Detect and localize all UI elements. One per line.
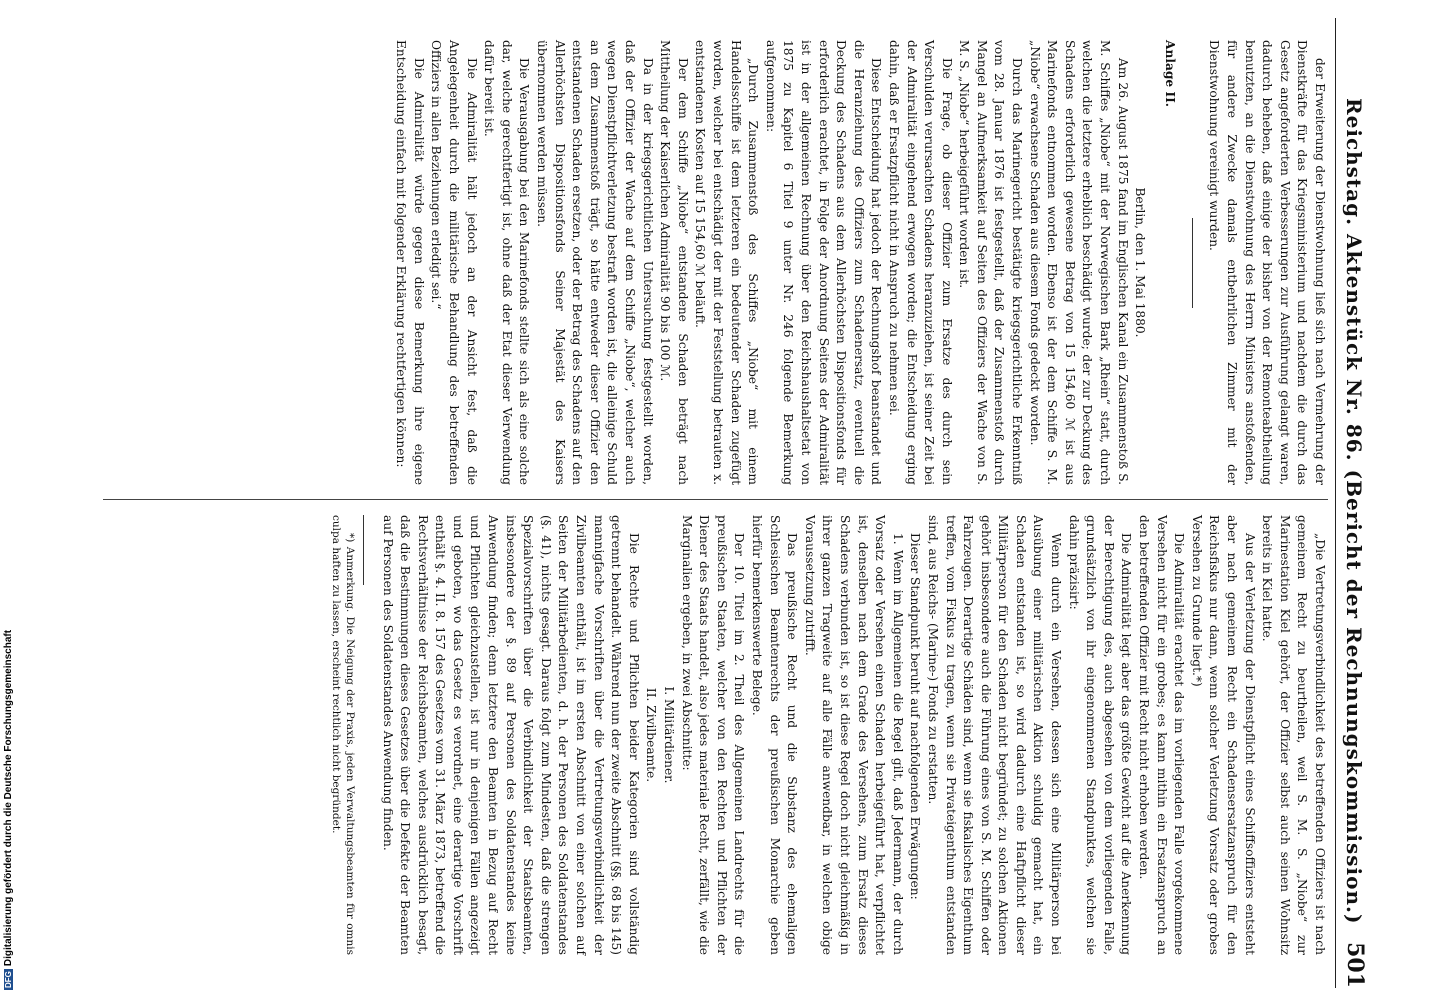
paragraph: Die Admiralität erachtet das im vorliegenden Falle vorgekommene Versehen nicht für ein grobes; es kann mithin ein Ersatzanspruch an den betreffenden Offizier mit Recht nicht erhoben werden. (1137, 515, 1187, 955)
paragraph: Die Frage, ob dieser Offizier zum Ersatze des durch sein Verschulden verursachten Schadens heranzuziehen, ist seiner Zeit bei der Admiralität eingehend erwogen worden; die Entscheidung erging dahin, daß er Ersatzpflicht nicht in Anspruch zu nehmen sei. (886, 40, 954, 485)
footnote: *) Anmerkung. Die Neigung der Praxis, jeden Verwaltungsbeamten für omnis culpa haften zu lassen, erscheint rechtlich nicht begründet. (329, 515, 356, 955)
paragraph: Der 10. Titel im 2. Theil des Allgemeinen Landrechts für die preußischen Staaten, welcher von den Rechten und Pflichten der Diener des Staats handelt, also jedes materiale Recht, zerfällt, wie die Marginalien ergeben, in zwei Abschnitte: (679, 515, 747, 955)
header-title: Reichstag. Aktenstück Nr. 86. (Bericht der Rechnungskommission.) (1342, 98, 1366, 925)
dfg-logo: DFG (4, 971, 13, 988)
right-column (329, 515, 1328, 955)
paragraph: der Erweiterung der Dienstwohnung ließ sich nach Vermehrung der Dienstkräfte für das Kriegsministerium und nachdem die durch das Gesetz angeforderten Verbesserungen zur Ausführung gelangt waren, dadurch beheben, daß einige der bisher von der Remonteabtheilung benutzten, an die Dienstwohnung des Herrn Ministers anstoßenden, für andere Zwecke damals entbehrlichen Zimmer mit der Dienstwohnung vereinigt wurden. (1207, 40, 1327, 485)
quote-paragraph: Die Verausgabung bei den Marinefonds stellte sich als eine solche dar, welche gerechtfertigt ist, ohne daß der Etat dieser Verwendung dafür bereit ist. (482, 40, 532, 485)
quote-paragraph: Da in der kriegsgerichtlichen Untersuchung festgestellt worden, daß der Offizier der Wache auf dem Schiffe „Niobe“, welcher auch wegen Dienstpflichtverletzung bestraft worden ist, die alleinige Schuld an dem Zusammenstoß trägt, so hätte entweder dieser Offizier den entstandenen Schaden ersetzen, oder der Betrag des Schadens auf den Allerhöchsten Dispositionsfonds Seiner Majestät des Kaisers übernommen werden müssen. (535, 40, 655, 485)
paragraph: Wenn durch ein Versehen, dessen sich eine Militärperson bei Ausübung einer militärischen Aktion schuldig gemacht hat, ein Schaden entstanden ist, so wird dadurch eine Haftpflicht dieser Militärperson für den Schaden nicht begründet; zu solchen Aktionen gehört insbesondere auch die Führung eines von S. M. Schiffen oder Fahrzeugen. Derartige Schäden sind, wenn sie fiskalisches Eigenthum treffen, vom Fiskus zu tragen, wenn sie Privateigenthum entstanden sind, aus Reichs- (Marine-) Fonds zu erstatten. (925, 515, 1064, 955)
paragraph: Am 26. August 1875 fand im Englischen Kanal ein Zusammenstoß S. M. Schiffes „Niobe“ mit der Norwegischen Bark „Rhein“ statt, durch welchen die letztere erheblich beschädigt wurde; der zur Deckung des Schadens erforderlich gewesene Betrag von 15 154,60 ℳ ist aus Marinefonds entnommen worden. Ebenso ist der dem Schiffe S. M. „Niobe“ erwachsene Schaden aus diesem Fonds gedeckt worden. (1027, 40, 1130, 485)
section-heading: I. Militärdiener. (662, 686, 677, 784)
paragraph: Diese Entscheidung hat jedoch der Rechnungshof beanstandet und die Heranziehung des Offiziers zum Schadenersatz, eventuell die Deckung des Schadens aus dem Allerhöchsten Dispositionsfonds für erforderlich erachtet, in Folge der Anordnung Seitens der Admiralität ist in der allgemeinen Rechnung über den Reichshaushaltsetat von 1875 zu Kapitel 6 Titel 9 unter Nr. 246 folgende Bemerkung aufgenommen: (763, 40, 884, 485)
section-rule (1192, 218, 1193, 308)
left-column (392, 40, 1328, 485)
page-number: 501 (1342, 942, 1368, 988)
paragraph: Aus der Verletzung der Dienstpflicht eines Schiffsoffiziers entsteht aber nach gemeinem Recht ein Schadensersatzanspruch für den Reichsfiskus nur dann, wenn solcher Verletzung Vorsatz oder grobes Versehen zu Grunde liegt.*) (1189, 515, 1257, 955)
credit-text: Digitalisierung gefördert durch die Deutsche Forschungsgemeinschaft (3, 629, 14, 967)
running-header (1335, 18, 1376, 988)
paragraph: Die Rechte und Pflichten beider Kategorien sind vollständig getrennt behandelt. Während nun der zweite Abschnitt (§§. 68 bis 145) mannigfache Vorschriften über die Vertretungsverbindlichkeit der Zivilbeamten enthält, ist im ersten Abschnitt von einer solchen auf Seiten der Militärbedienten, d. h. der Personen des Soldatenstandes (§. 41), nichts gesagt. Daraus folgt zum Mindesten, daß die strengen Spezialvorschriften über die Verbindlichkeit der Staatsbeamten, insbesondere der §. 89 auf Personen des Soldatenstandes keine Anwendung finden; denn letztere den Beamten in Bezug auf Recht und Pflichten gleichzustellen, ist nur in denjenigen Fällen angezeigt und geboten, wo das Gesetz es verordnet, eine derartige Vorschrift enthält §. 4. II. 8. 157 des Gesetzes vom 31. März 1873, betreffend die Rechtsverhältnisse der Reichsbeamten, welches ausdrücklich besagt, daß die Bestimmungen dieses Gesetzes über die Defekte der Beamten auf Personen des Soldatenstandes Anwendung finden. (380, 515, 641, 955)
paragraph: Die Admiralität legt aber das größte Gewicht auf die Anerkennung der Berechtigung des, auch abgesehen von dem vorliegenden Falle, grundsätzlich von ihr eingenommenen Standpunktes, welchen sie dahin präzisirt: (1066, 515, 1134, 955)
paragraph: 1. Wenn im Allgemeinen die Regel gilt, daß Jedermann, der durch Vorsatz oder Versehen einen Schaden herbeigeführt hat, verpflichtet ist, denselben nach dem Grade des Versehens, zum Ersatz dieses Schadens verbunden ist, so ist diese Regel doch nicht gleichmäßig in ihrer ganzen Tragweite auf alle Fälle anwendbar, in welchen obige Voraussetzung zutrifft. (802, 515, 905, 955)
paragraph: Die Admiralität würde gegen diese Bemerkung ihre eigene Entscheidung einfach mit folgender Erklärung rechtfertigen können: (394, 40, 426, 485)
dateline: Berlin, den 1. Mai 1880. (1133, 187, 1148, 338)
annex-heading: Anlage II. (1162, 40, 1177, 108)
column-divider (103, 499, 1328, 500)
paragraph: „Die Vertretungsverbindlichkeit des betreffenden Offiziers ist nach gemeinem Recht zu beurtheilen, weil S. M. S. „Niobe“ zur Marinestation Kiel gehört, der Offizier selbst auch seinen Wohnsitz bereits in Kiel hatte. (1260, 515, 1327, 955)
paragraph: Dieser Standpunkt beruht auf nachfolgenden Erwägungen: (908, 533, 923, 900)
paragraph: Das preußische Recht und die Substanz des ehemaligen Schlesischen Beamtenrechts der preußischen Monarchie geben hierfür bemerkenswerte Belege. (750, 515, 800, 955)
quote-paragraph: „Durch Zusammenstoß des Schiffes „Niobe“ mit einem Handelsschiffe ist dem letzteren ein bedeutender Schaden zugefügt worden, welcher bei entschädigt der mit der Feststellung betrauten x. entstandenen Kosten auf 15 154,60 ℳ beläuft. (693, 40, 761, 485)
quote-paragraph: Die Admiralität hält jedoch an der Ansicht fest, daß die Angelegenheit durch die militärische Behandlung des betreffenden Offiziers in allen Beziehungen erledigt sei.“ (429, 40, 479, 485)
paragraph: Durch das Marinegericht bestätigte kriegsgerichtliche Erkenntniß vom 28. Januar 1876 ist festgestellt, daß der Zusammenstoß durch Mangel an Aufmerksamkeit auf Seiten des Offiziers der Wache von S. M. S. „Niobe“ herbeigeführt worden ist. (957, 40, 1025, 485)
quote-paragraph: Der dem Schiffe „Niobe“ entstandene Schaden beträgt nach Mittheilung der Kaiserlichen Admiralität 90 bis 100 ℳ. (658, 40, 690, 485)
section-heading: II. Zivilbeamte. (644, 687, 659, 783)
footnote-rule (363, 515, 364, 585)
